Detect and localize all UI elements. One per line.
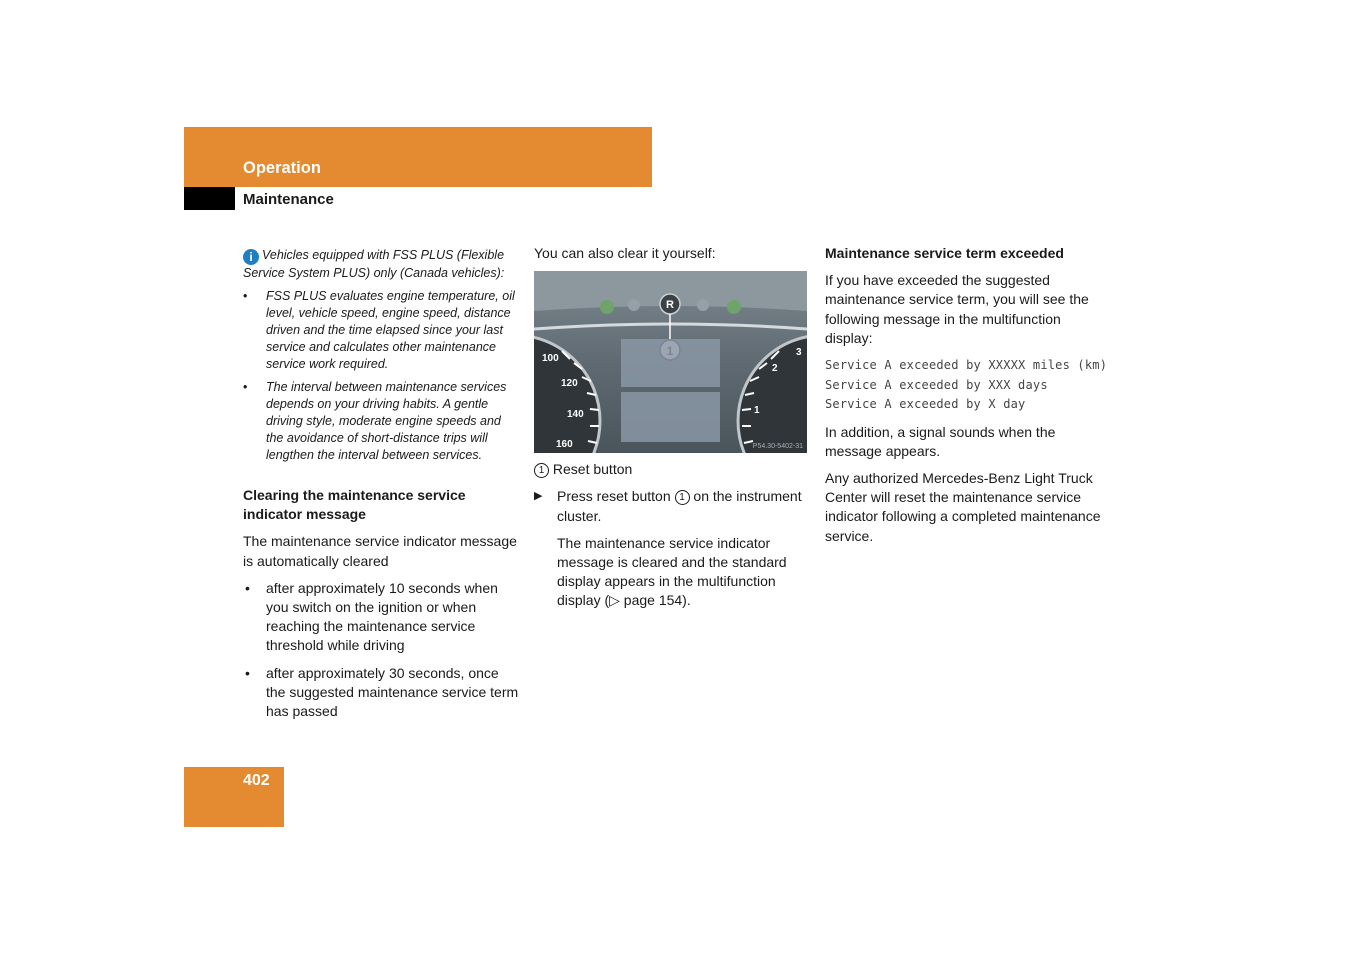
left-arrow-icon	[600, 300, 614, 314]
section-marker	[184, 187, 235, 210]
info-list-item: • FSS PLUS evaluates engine temperature, oil level, vehicle speed, engine speed, distance driven and the time elapsed since your last service and calculates other maintenance service work required.	[243, 288, 519, 373]
display-message-line: Service A exceeded by XXX days	[825, 377, 1048, 392]
instrument-cluster-image	[534, 271, 807, 453]
display-message-line: Service A exceeded by XXXXX miles (km)	[825, 358, 1108, 373]
instruction-step	[534, 487, 808, 525]
display-message-line: Service A exceeded by X day	[825, 397, 1026, 412]
step-text-prefix: Press reset button	[557, 488, 671, 505]
step-arrow-icon: ▶	[534, 490, 543, 503]
clearing-list	[243, 579, 519, 721]
clearing-intro: The maintenance service indicator message is automatically cleared	[243, 533, 517, 569]
caption-number: 1	[534, 463, 549, 478]
gauge-label: 1	[754, 405, 760, 417]
term-exceeded-heading: Maintenance service term exceeded	[825, 245, 1064, 261]
section-title: Operation	[243, 159, 321, 177]
clearing-list-item: • after approximately 10 seconds when you switch on the ignition or when reaching the maintenance service threshold while driving	[243, 579, 519, 656]
step-text-suffix: on the instrument cluster.	[557, 488, 802, 524]
figure-code: P54.30-5402-31	[752, 443, 803, 451]
term-exceeded-intro: If you have exceeded the suggested maintenance service term, you will see the following message in the multifunction display:	[825, 272, 1089, 346]
step-number: 1	[675, 490, 690, 505]
column-1	[243, 244, 519, 729]
page-number: 402	[243, 772, 270, 789]
info-icon: i	[243, 249, 259, 265]
clearing-heading: Clearing the maintenance service indicator message	[243, 487, 466, 523]
step-result: The maintenance service indicator message is cleared and the standard display appears in the multifunction display (▷ page 154).	[557, 534, 787, 609]
reset-glyph: R	[666, 299, 674, 312]
info-note	[243, 247, 519, 282]
right-arrow-icon	[727, 300, 741, 314]
header-bar	[184, 127, 652, 187]
gauge-label: 140	[567, 409, 584, 421]
gauge-label: 160	[556, 439, 573, 451]
figure-caption	[534, 460, 808, 479]
column-3	[825, 244, 1108, 546]
gauge-label: 120	[561, 378, 578, 390]
gauge-label: 100	[542, 353, 559, 365]
column-2	[534, 244, 808, 611]
signal-text: In addition, a signal sounds when the message appears.	[825, 423, 1056, 459]
clearing-list-item: • after approximately 30 seconds, once the suggested maintenance service term has passed	[243, 664, 519, 722]
info-list-item: • The interval between maintenance services depends on your driving habits. A gentle driving style, moderate engine speeds and the avoidance of short-distance trips will lengthen the interval between services.	[243, 379, 519, 464]
caption-text: Reset button	[552, 461, 633, 478]
gauge-label: 3	[796, 347, 802, 359]
clear-yourself-intro: You can also clear it yourself:	[534, 245, 716, 261]
info-note-text: Vehicles equipped with FSS PLUS (Flexible Service System PLUS) only (Canada vehicles):	[243, 248, 505, 280]
subsection-title: Maintenance	[243, 191, 334, 208]
display-messages	[825, 356, 1108, 415]
dealer-text: Any authorized Mercedes-Benz Light Truck Center will reset the maintenance service indicator following a completed maintenance service.	[825, 469, 1101, 544]
gauge-label: 2	[772, 363, 778, 375]
info-list	[243, 288, 519, 464]
